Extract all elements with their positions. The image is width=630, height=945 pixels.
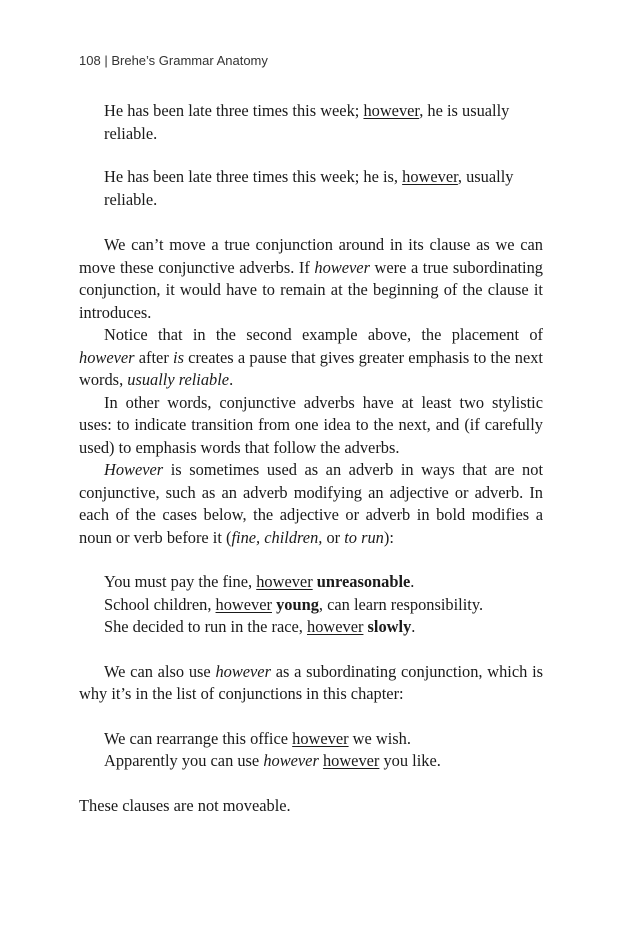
text: or [322, 527, 345, 547]
text: , he is usually reliable. [104, 101, 510, 143]
closing-sentence: These clauses are not moveable. [79, 795, 291, 815]
page-number: 108 [79, 53, 101, 68]
example-line [79, 616, 543, 639]
text: We can rearrange this office [104, 728, 293, 748]
italic-word: however [79, 347, 135, 367]
italic-phrase: usually reliable [127, 370, 230, 389]
bold-word: slowly [367, 617, 412, 636]
text: after [134, 347, 174, 367]
text: She decided to run in the race, [104, 617, 307, 636]
bold-word: unreasonable [316, 572, 411, 591]
text: You must pay the fine, [104, 572, 257, 591]
example-group-subordinating [79, 728, 543, 773]
example-line [79, 750, 543, 773]
italic-word: is [173, 347, 184, 367]
text: . [410, 572, 415, 591]
underlined-word: however [322, 751, 380, 770]
underlined-word: however [215, 594, 272, 614]
text: We can also use [104, 661, 216, 681]
underlined-word: however [402, 167, 458, 186]
text: Apparently you can use [104, 751, 264, 770]
example-line [79, 728, 543, 751]
underlined-word: however [256, 572, 313, 591]
example-line [79, 594, 543, 617]
text: In other words, conjunctive adverbs have at least two stylistic uses: to indicate transition from one idea to the next, and (if carefully used) to emphasis words that follow the adverbs. [79, 392, 543, 457]
book-title: Brehe’s Grammar Anatomy [111, 53, 268, 68]
paragraph-1 [79, 234, 543, 324]
text: School children, [104, 594, 216, 614]
example-sentence-1 [79, 100, 543, 145]
underlined-word: however [292, 728, 349, 748]
text: He has been late three times this week; he is, [104, 167, 403, 186]
text: We can’t move a true conjunction around in its clause as we can move these conjunctive adverbs. If [79, 235, 543, 277]
bold-word: young [276, 594, 319, 614]
text: . [411, 617, 416, 636]
text: creates a pause that gives greater emphasis to the next words, [79, 347, 543, 389]
text: . [229, 370, 234, 389]
text: as a subordinating conjunction, which is why it’s in the list of conjunctions in this chapter: [79, 661, 544, 703]
underlined-word: however [307, 617, 364, 636]
italic-word: However [104, 460, 164, 479]
page-body [79, 100, 543, 817]
example-sentence-2 [79, 166, 543, 211]
underlined-word: however [363, 101, 420, 120]
paragraph-4 [79, 459, 543, 549]
example-line [79, 571, 543, 594]
text: , usually reliable. [104, 167, 514, 209]
italic-phrase: fine, children, [231, 527, 323, 547]
paragraph-3 [79, 392, 543, 460]
header-separator: | [104, 53, 108, 68]
text: were a true subordinating conjunction, it would have to remain at the beginning of the clause it introduces. [79, 257, 543, 322]
italic-word: however [215, 661, 271, 681]
text: , can learn responsibility. [318, 594, 484, 614]
text: you like. [379, 751, 441, 770]
italic-word: however [314, 257, 370, 277]
text: Notice that in the second example above, the placement of [104, 325, 543, 344]
text: is sometimes used as an adverb in ways that are not conjunctive, such as an adverb modifying an adjective or adverb. In each of the cases below, the adjective or adverb in bold modifies a noun or verb before it ( [79, 460, 543, 547]
text: He has been late three times this week; [104, 101, 364, 120]
text: we wish. [348, 728, 411, 748]
running-header [79, 53, 268, 68]
paragraph-2 [79, 324, 543, 392]
italic-word: however [263, 751, 319, 770]
paragraph-5 [79, 661, 543, 706]
example-group-adverbs [79, 571, 543, 639]
italic-phrase: to run [344, 527, 384, 547]
text: ): [383, 527, 394, 547]
